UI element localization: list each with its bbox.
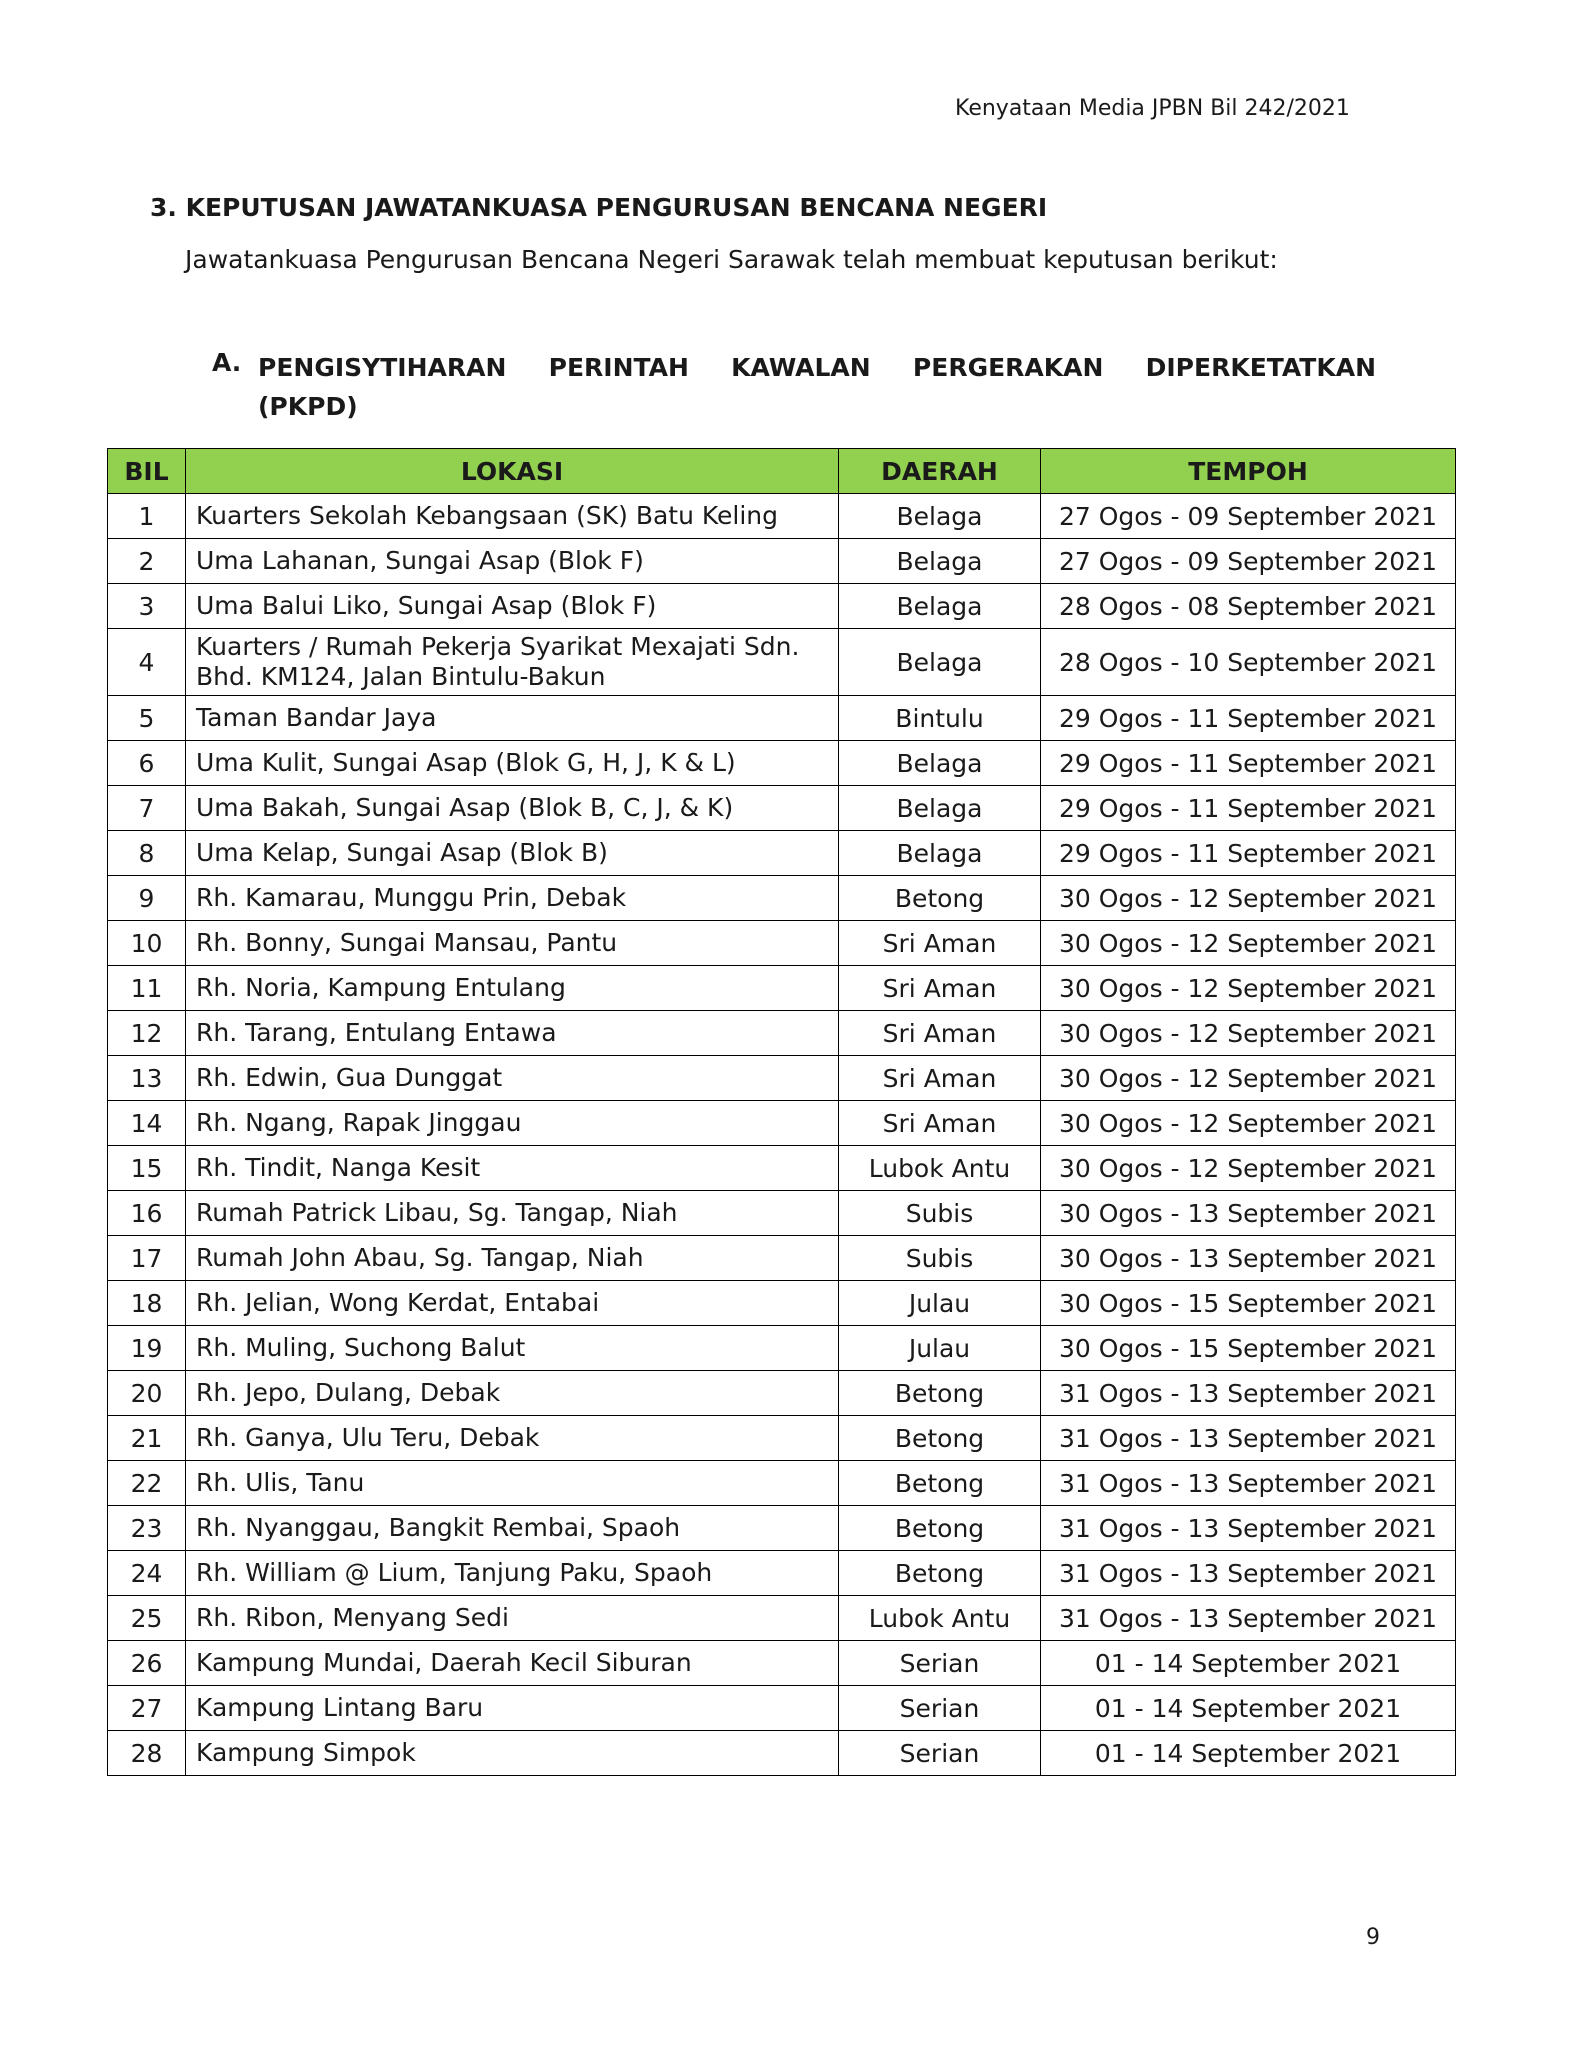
cell-daerah: Serian <box>839 1731 1041 1776</box>
cell-daerah: Julau <box>839 1326 1041 1371</box>
cell-lokasi: Kuarters / Rumah Pekerja Syarikat Mexajati Sdn. Bhd. KM124, Jalan Bintulu-Bakun <box>186 629 839 696</box>
table-row <box>108 696 1456 741</box>
cell-bil: 1 <box>108 494 186 539</box>
cell-lokasi: Rh. Bonny, Sungai Mansau, Pantu <box>186 921 839 966</box>
cell-tempoh: 31 Ogos - 13 September 2021 <box>1041 1416 1456 1461</box>
section-title: 3. KEPUTUSAN JAWATANKUASA PENGURUSAN BENCANA NEGERI <box>150 193 1048 222</box>
cell-bil: 9 <box>108 876 186 921</box>
cell-bil: 8 <box>108 831 186 876</box>
cell-bil: 3 <box>108 584 186 629</box>
table-row <box>108 1686 1456 1731</box>
cell-lokasi: Kampung Simpok <box>186 1731 839 1776</box>
cell-daerah: Sri Aman <box>839 1011 1041 1056</box>
cell-bil: 14 <box>108 1101 186 1146</box>
cell-bil: 23 <box>108 1506 186 1551</box>
cell-lokasi: Rh. Muling, Suchong Balut <box>186 1326 839 1371</box>
cell-daerah: Lubok Antu <box>839 1596 1041 1641</box>
cell-lokasi: Rh. Ribon, Menyang Sedi <box>186 1596 839 1641</box>
document-reference: Kenyataan Media JPBN Bil 242/2021 <box>955 96 1350 121</box>
cell-tempoh: 29 Ogos - 11 September 2021 <box>1041 741 1456 786</box>
cell-tempoh: 30 Ogos - 12 September 2021 <box>1041 966 1456 1011</box>
subsection-title: PENGISYTIHARAN PERINTAH KAWALAN PERGERAKAN DIPERKETATKAN (PKPD) <box>258 353 1376 421</box>
cell-tempoh: 30 Ogos - 12 September 2021 <box>1041 876 1456 921</box>
table-row <box>108 1551 1456 1596</box>
table-row <box>108 1371 1456 1416</box>
cell-bil: 28 <box>108 1731 186 1776</box>
cell-lokasi: Rh. William @ Lium, Tanjung Paku, Spaoh <box>186 1551 839 1596</box>
cell-lokasi: Rh. Edwin, Gua Dunggat <box>186 1056 839 1101</box>
cell-daerah: Betong <box>839 1551 1041 1596</box>
cell-lokasi: Rh. Tindit, Nanga Kesit <box>186 1146 839 1191</box>
table-row <box>108 1461 1456 1506</box>
cell-lokasi: Rh. Ulis, Tanu <box>186 1461 839 1506</box>
cell-daerah: Belaga <box>839 741 1041 786</box>
cell-daerah: Subis <box>839 1191 1041 1236</box>
cell-bil: 2 <box>108 539 186 584</box>
cell-daerah: Bintulu <box>839 696 1041 741</box>
table-row <box>108 966 1456 1011</box>
cell-lokasi: Kampung Lintang Baru <box>186 1686 839 1731</box>
cell-lokasi: Rumah Patrick Libau, Sg. Tangap, Niah <box>186 1191 839 1236</box>
cell-bil: 17 <box>108 1236 186 1281</box>
cell-tempoh: 27 Ogos - 09 September 2021 <box>1041 494 1456 539</box>
cell-daerah: Lubok Antu <box>839 1146 1041 1191</box>
cell-bil: 11 <box>108 966 186 1011</box>
cell-daerah: Betong <box>839 1506 1041 1551</box>
table-row <box>108 831 1456 876</box>
cell-lokasi: Rh. Noria, Kampung Entulang <box>186 966 839 1011</box>
cell-bil: 27 <box>108 1686 186 1731</box>
cell-daerah: Serian <box>839 1641 1041 1686</box>
cell-tempoh: 30 Ogos - 12 September 2021 <box>1041 1011 1456 1056</box>
table-row <box>108 1146 1456 1191</box>
table-row <box>108 494 1456 539</box>
cell-bil: 5 <box>108 696 186 741</box>
cell-daerah: Subis <box>839 1236 1041 1281</box>
cell-daerah: Sri Aman <box>839 921 1041 966</box>
cell-daerah: Betong <box>839 876 1041 921</box>
cell-tempoh: 29 Ogos - 11 September 2021 <box>1041 696 1456 741</box>
cell-daerah: Betong <box>839 1461 1041 1506</box>
cell-tempoh: 30 Ogos - 15 September 2021 <box>1041 1281 1456 1326</box>
cell-lokasi: Rh. Ngang, Rapak Jinggau <box>186 1101 839 1146</box>
header-daerah: DAERAH <box>839 449 1041 494</box>
table-row <box>108 1011 1456 1056</box>
cell-tempoh: 01 - 14 September 2021 <box>1041 1686 1456 1731</box>
cell-tempoh: 31 Ogos - 13 September 2021 <box>1041 1596 1456 1641</box>
cell-bil: 4 <box>108 629 186 696</box>
cell-tempoh: 29 Ogos - 11 September 2021 <box>1041 831 1456 876</box>
cell-lokasi: Rh. Nyanggau, Bangkit Rembai, Spaoh <box>186 1506 839 1551</box>
table-row <box>108 876 1456 921</box>
cell-lokasi: Rh. Ganya, Ulu Teru, Debak <box>186 1416 839 1461</box>
cell-bil: 16 <box>108 1191 186 1236</box>
table-header-row <box>108 449 1456 494</box>
cell-tempoh: 31 Ogos - 13 September 2021 <box>1041 1551 1456 1596</box>
cell-bil: 6 <box>108 741 186 786</box>
page-number: 9 <box>1366 1925 1380 1950</box>
header-tempoh: TEMPOH <box>1041 449 1456 494</box>
cell-tempoh: 31 Ogos - 13 September 2021 <box>1041 1506 1456 1551</box>
table-row <box>108 786 1456 831</box>
cell-bil: 24 <box>108 1551 186 1596</box>
cell-lokasi: Uma Kelap, Sungai Asap (Blok B) <box>186 831 839 876</box>
cell-bil: 22 <box>108 1461 186 1506</box>
cell-daerah: Betong <box>839 1416 1041 1461</box>
cell-tempoh: 01 - 14 September 2021 <box>1041 1641 1456 1686</box>
cell-tempoh: 30 Ogos - 15 September 2021 <box>1041 1326 1456 1371</box>
pkpd-table <box>107 448 1456 1776</box>
cell-tempoh: 28 Ogos - 08 September 2021 <box>1041 584 1456 629</box>
table-row <box>108 741 1456 786</box>
cell-tempoh: 27 Ogos - 09 September 2021 <box>1041 539 1456 584</box>
header-bil: BIL <box>108 449 186 494</box>
cell-bil: 10 <box>108 921 186 966</box>
cell-lokasi: Rh. Jelian, Wong Kerdat, Entabai <box>186 1281 839 1326</box>
table-row <box>108 1056 1456 1101</box>
cell-tempoh: 30 Ogos - 12 September 2021 <box>1041 1056 1456 1101</box>
cell-daerah: Belaga <box>839 629 1041 696</box>
cell-lokasi: Kuarters Sekolah Kebangsaan (SK) Batu Keling <box>186 494 839 539</box>
table-row <box>108 921 1456 966</box>
cell-lokasi: Rumah John Abau, Sg. Tangap, Niah <box>186 1236 839 1281</box>
table-row <box>108 1731 1456 1776</box>
cell-bil: 13 <box>108 1056 186 1101</box>
cell-daerah: Belaga <box>839 786 1041 831</box>
cell-tempoh: 01 - 14 September 2021 <box>1041 1731 1456 1776</box>
table-row <box>108 1506 1456 1551</box>
cell-bil: 18 <box>108 1281 186 1326</box>
cell-daerah: Belaga <box>839 494 1041 539</box>
cell-bil: 25 <box>108 1596 186 1641</box>
cell-daerah: Sri Aman <box>839 1056 1041 1101</box>
cell-tempoh: 31 Ogos - 13 September 2021 <box>1041 1461 1456 1506</box>
table-row <box>108 1281 1456 1326</box>
cell-tempoh: 30 Ogos - 12 September 2021 <box>1041 921 1456 966</box>
cell-lokasi: Rh. Kamarau, Munggu Prin, Debak <box>186 876 839 921</box>
table-row <box>108 1596 1456 1641</box>
cell-bil: 20 <box>108 1371 186 1416</box>
cell-lokasi: Rh. Tarang, Entulang Entawa <box>186 1011 839 1056</box>
cell-daerah: Belaga <box>839 539 1041 584</box>
cell-tempoh: 28 Ogos - 10 September 2021 <box>1041 629 1456 696</box>
cell-tempoh: 30 Ogos - 13 September 2021 <box>1041 1236 1456 1281</box>
cell-bil: 19 <box>108 1326 186 1371</box>
cell-bil: 26 <box>108 1641 186 1686</box>
table-row <box>108 1191 1456 1236</box>
section-intro: Jawatankuasa Pengurusan Bencana Negeri Sarawak telah membuat keputusan berikut: <box>185 245 1278 274</box>
cell-daerah: Sri Aman <box>839 966 1041 1011</box>
cell-bil: 15 <box>108 1146 186 1191</box>
subsection-marker: A. <box>212 348 242 377</box>
table-row <box>108 584 1456 629</box>
cell-daerah: Julau <box>839 1281 1041 1326</box>
table-row <box>108 629 1456 696</box>
cell-tempoh: 30 Ogos - 13 September 2021 <box>1041 1191 1456 1236</box>
cell-tempoh: 30 Ogos - 12 September 2021 <box>1041 1146 1456 1191</box>
cell-tempoh: 29 Ogos - 11 September 2021 <box>1041 786 1456 831</box>
cell-daerah: Serian <box>839 1686 1041 1731</box>
table-row <box>108 1101 1456 1146</box>
cell-lokasi: Uma Balui Liko, Sungai Asap (Blok F) <box>186 584 839 629</box>
table-header <box>108 449 1456 494</box>
table-row <box>108 539 1456 584</box>
cell-lokasi: Kampung Mundai, Daerah Kecil Siburan <box>186 1641 839 1686</box>
table-row <box>108 1416 1456 1461</box>
table-row <box>108 1236 1456 1281</box>
cell-lokasi: Uma Kulit, Sungai Asap (Blok G, H, J, K & L) <box>186 741 839 786</box>
cell-lokasi: Uma Bakah, Sungai Asap (Blok B, C, J, & K) <box>186 786 839 831</box>
table-row <box>108 1326 1456 1371</box>
cell-lokasi: Uma Lahanan, Sungai Asap (Blok F) <box>186 539 839 584</box>
cell-tempoh: 31 Ogos - 13 September 2021 <box>1041 1371 1456 1416</box>
cell-daerah: Betong <box>839 1371 1041 1416</box>
cell-daerah: Belaga <box>839 831 1041 876</box>
cell-bil: 7 <box>108 786 186 831</box>
cell-bil: 12 <box>108 1011 186 1056</box>
header-lokasi: LOKASI <box>186 449 839 494</box>
cell-lokasi: Taman Bandar Jaya <box>186 696 839 741</box>
cell-daerah: Sri Aman <box>839 1101 1041 1146</box>
cell-daerah: Belaga <box>839 584 1041 629</box>
table-body <box>108 494 1456 1776</box>
cell-lokasi: Rh. Jepo, Dulang, Debak <box>186 1371 839 1416</box>
table-row <box>108 1641 1456 1686</box>
cell-bil: 21 <box>108 1416 186 1461</box>
cell-tempoh: 30 Ogos - 12 September 2021 <box>1041 1101 1456 1146</box>
